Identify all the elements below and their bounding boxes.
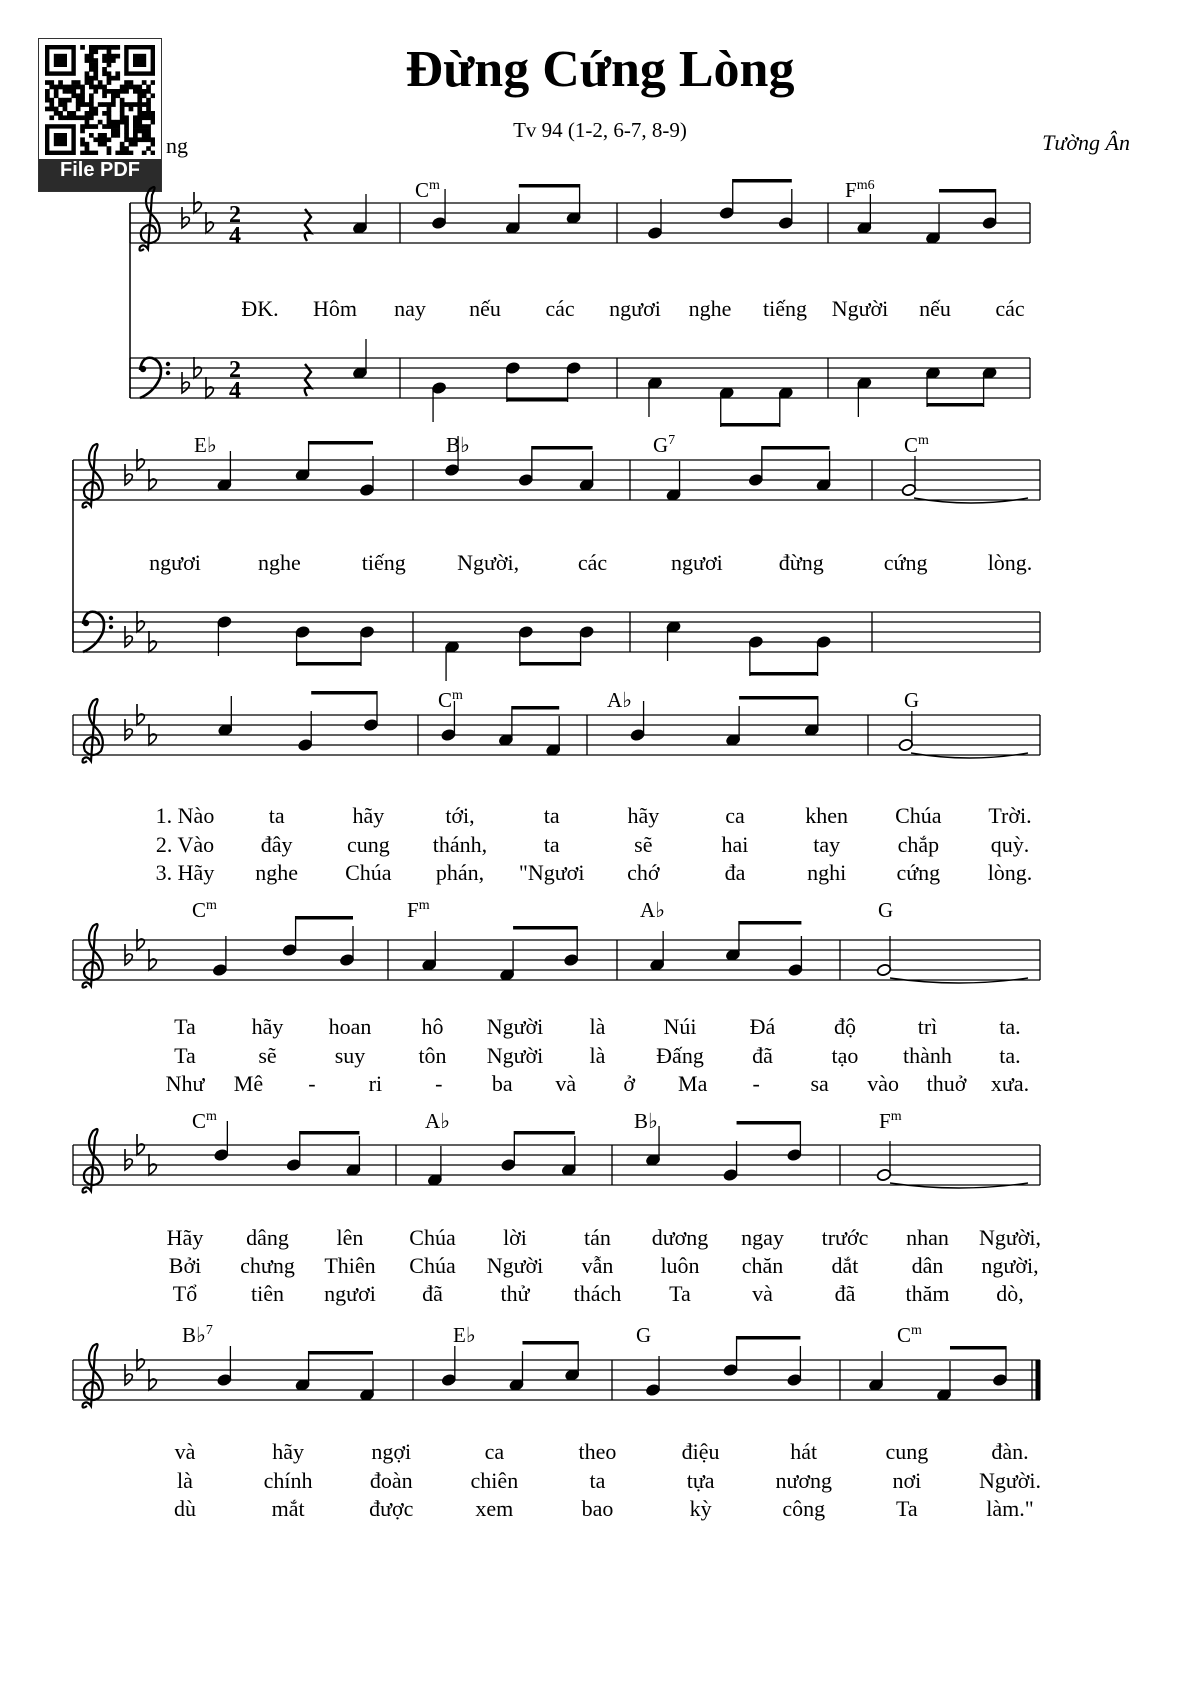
lyric-syllable: đàn. — [991, 1439, 1029, 1464]
lyric-syllable: ta — [268, 803, 285, 828]
lyric-syllable: cung — [885, 1439, 929, 1464]
lyric-syllable: - — [435, 1071, 443, 1096]
bass-clef-dot — [140, 366, 146, 372]
chord-symbol: G — [904, 688, 920, 712]
lyric-syllable: xem — [475, 1496, 514, 1521]
lyric-syllable: Núi — [663, 1014, 697, 1039]
lyric-syllable: - — [308, 1071, 316, 1096]
note-beam — [296, 916, 353, 920]
lyric-syllable: dâng — [246, 1225, 289, 1250]
lyric-syllable: trì — [917, 1014, 938, 1039]
lyric-syllable: - — [752, 1071, 760, 1096]
quarter-rest — [305, 209, 311, 241]
lyric-syllable: quỳ. — [990, 832, 1030, 857]
lyric-syllable: Đấng — [656, 1043, 704, 1068]
flat-sign — [125, 719, 132, 740]
lyric-syllable: lòng. — [987, 860, 1033, 885]
lyric-syllable: chưng — [240, 1253, 295, 1278]
time-signature-bottom: 4 — [229, 378, 241, 404]
lyric-syllable: tán — [584, 1225, 611, 1250]
lyric-syllable: Ta — [174, 1014, 196, 1039]
chord-symbol: $C^m$ — [192, 1109, 217, 1133]
quarter-rest — [305, 364, 311, 396]
chord-symbol: $F^{m6}$ — [845, 178, 875, 202]
note-beam — [519, 184, 580, 188]
chord-symbol: $C^m$ — [904, 433, 929, 457]
lyric-syllable: sẽ — [258, 1043, 277, 1068]
lyric-syllable: tạo — [831, 1043, 859, 1068]
lyric-syllable: hãy — [627, 803, 660, 828]
lyric-syllable: Người — [486, 1043, 544, 1068]
lyric-syllable: Hãy — [166, 1225, 204, 1250]
lyric-syllable: các — [545, 296, 575, 321]
note-beam — [311, 691, 377, 695]
lyric-syllable: dò, — [996, 1281, 1024, 1306]
flat-sign — [125, 1149, 132, 1170]
lyric-syllable: luôn — [660, 1253, 700, 1278]
lyric-syllable: chớ — [627, 860, 660, 885]
time-signature-top: 2 — [229, 202, 241, 228]
lyric-syllable: thành — [903, 1043, 952, 1068]
lyric-syllable: chiên — [470, 1468, 519, 1493]
note-beam — [762, 446, 830, 450]
lyric-syllable: hát — [790, 1439, 818, 1464]
lyric-syllable: đã — [834, 1281, 856, 1306]
lyric-syllable: thách — [573, 1281, 622, 1306]
lyric-syllable: đa — [724, 860, 746, 885]
lyric-syllable: theo — [578, 1439, 617, 1464]
lyric-syllable: 3. Hãy — [155, 860, 215, 885]
treble-clef — [83, 1344, 103, 1408]
lyric-syllable: ca — [484, 1439, 505, 1464]
lyric-syllable: ngươi — [324, 1281, 376, 1306]
flat-sign — [125, 944, 132, 965]
note-beam — [927, 403, 984, 407]
lyric-syllable: "Ngươi — [518, 860, 585, 885]
flat-sign — [125, 626, 132, 647]
note-beam — [739, 696, 818, 700]
bass-clef-dot — [109, 616, 113, 620]
lyric-syllable: thuở — [926, 1071, 967, 1096]
lyric-syllable: Ta — [669, 1281, 691, 1306]
chord-symbol: B♭ — [446, 433, 470, 457]
treble-clef — [140, 187, 160, 251]
lyric-syllable: làm." — [986, 1496, 1034, 1521]
lyric-syllable: ngay — [741, 1225, 784, 1250]
lyric-syllable: 2. Vào — [155, 832, 215, 857]
lyric-syllable: sa — [810, 1071, 829, 1096]
chord-symbol: $C^m$ — [415, 178, 440, 202]
treble-clef — [83, 444, 103, 508]
lyric-syllable: Người, — [457, 550, 520, 575]
lyric-syllable: các — [995, 296, 1025, 321]
lyric-syllable: phán, — [435, 860, 485, 885]
time-signature-top: 2 — [229, 357, 241, 383]
lyric-syllable: ta. — [999, 1014, 1021, 1039]
note-beam — [939, 189, 996, 193]
lyric-syllable: ngợi — [371, 1439, 412, 1464]
lyric-syllable: Đá — [749, 1014, 776, 1039]
lyric-syllable: nghe — [257, 550, 301, 575]
note-beam — [507, 398, 568, 402]
lyric-syllable: đoàn — [369, 1468, 413, 1493]
chord-symbol: B♭ — [634, 1109, 658, 1133]
lyric-syllable: dương — [651, 1225, 709, 1250]
lyric-syllable: vào — [867, 1071, 899, 1096]
treble-clef — [83, 924, 103, 988]
lyric-syllable: là — [177, 1468, 193, 1493]
lyric-syllable: Bởi — [168, 1253, 202, 1278]
lyric-syllable: xưa. — [990, 1071, 1030, 1096]
lyric-syllable: ngươi — [609, 296, 661, 321]
note-beam — [297, 662, 361, 666]
lyric-syllable: điệu — [681, 1439, 720, 1464]
note-beam — [737, 1336, 801, 1340]
lyric-syllable: tiếng — [361, 550, 406, 575]
lyric-syllable: là — [589, 1043, 606, 1068]
flat-sign — [125, 464, 132, 485]
lyric-syllable: đã — [422, 1281, 443, 1306]
bass-clef-dot — [83, 620, 89, 626]
chord-symbol: A♭ — [640, 898, 666, 922]
lyric-syllable: dù — [174, 1496, 196, 1521]
clipped-text: ng — [166, 133, 188, 158]
qr-label: File PDF — [39, 159, 161, 191]
lyric-syllable: dắt — [831, 1253, 859, 1278]
lyric-syllable: tay — [813, 832, 841, 857]
lyric-syllable: nghe — [688, 296, 732, 321]
lyric-syllable: Chúa — [409, 1225, 456, 1250]
lyric-syllable: ba — [491, 1071, 513, 1096]
lyric-syllable: Người — [486, 1253, 544, 1278]
lyric-syllable: là — [589, 1014, 606, 1039]
flat-sign — [182, 372, 189, 393]
note-beam — [309, 1351, 373, 1355]
lyric-syllable: công — [782, 1496, 826, 1521]
lyric-syllable: thánh, — [432, 832, 488, 857]
lyric-syllable: ta — [589, 1468, 606, 1493]
lyric-syllable: lòng. — [987, 550, 1033, 575]
lyric-syllable: tới, — [445, 803, 475, 828]
lyric-syllable: Chúa — [409, 1253, 456, 1278]
lyric-syllable: cứng — [883, 550, 928, 575]
note-beam — [733, 179, 792, 183]
flat-sign — [182, 207, 189, 228]
chord-symbol: $G^7$ — [653, 433, 676, 457]
note-beam — [300, 1131, 360, 1135]
note-beam — [512, 706, 559, 710]
lyric-syllable: lời — [503, 1225, 527, 1250]
lyric-syllable: sẽ — [634, 832, 653, 857]
chord-symbol: E♭ — [194, 433, 217, 457]
lyric-syllable: và — [752, 1281, 773, 1306]
lyric-syllable: đây — [260, 832, 293, 857]
lyric-syllable: tiếng — [763, 296, 807, 321]
lyric-syllable: người, — [981, 1253, 1039, 1278]
lyric-syllable: nghe — [255, 860, 299, 885]
lyric-syllable: tiên — [251, 1281, 284, 1306]
lyric-syllable: Ma — [678, 1071, 708, 1096]
lyric-syllable: đừng — [778, 550, 824, 575]
note-beam — [950, 1346, 1006, 1350]
lyric-syllable: Chúa — [345, 860, 392, 885]
lyric-syllable: Người — [486, 1014, 544, 1039]
lyric-syllable: và — [174, 1439, 196, 1464]
note-beam — [739, 921, 801, 925]
lyric-syllable: trước — [821, 1225, 869, 1250]
lyric-syllable: Thiên — [324, 1253, 376, 1278]
lyric-syllable: cứng — [896, 860, 941, 885]
song-title: Đừng Cứng Lòng — [405, 41, 795, 98]
lyric-syllable: chính — [263, 1468, 313, 1493]
lyric-syllable: Ta — [896, 1496, 918, 1521]
lyric-syllable: bao — [581, 1496, 614, 1521]
note-beam — [514, 1131, 574, 1135]
note-beam — [520, 662, 581, 666]
lyric-syllable: nơi — [892, 1468, 922, 1493]
lyric-syllable: hoan — [328, 1014, 372, 1039]
lyric-syllable: kỳ — [689, 1496, 712, 1521]
lyric-syllable: hãy — [251, 1014, 284, 1039]
chord-symbol: E♭ — [453, 1323, 476, 1347]
lyric-syllable: ở — [623, 1071, 636, 1096]
lyric-syllable: Người, — [978, 1225, 1042, 1250]
lyric-syllable: ta — [543, 803, 560, 828]
chord-symbol: $C^m$ — [192, 898, 217, 922]
bass-clef-dot — [166, 362, 170, 366]
bass-clef-dot — [166, 371, 170, 375]
lyric-syllable: hãy — [272, 1439, 305, 1464]
lyric-syllable: Chúa — [895, 803, 942, 828]
lyric-syllable: nay — [394, 296, 426, 321]
chord-symbol: $C^m$ — [897, 1323, 922, 1347]
composer-name: Tường Ân — [1042, 130, 1130, 155]
lyric-syllable: Hôm — [313, 296, 357, 321]
lyric-syllable: hai — [721, 832, 749, 857]
lyric-syllable: Người. — [978, 1468, 1042, 1493]
note-beam — [737, 1121, 801, 1125]
chord-symbol: $F^m$ — [879, 1109, 902, 1133]
lyric-syllable: ta — [543, 832, 560, 857]
lyric-syllable: nhan — [906, 1225, 949, 1250]
lyric-syllable: Tổ — [172, 1281, 198, 1306]
lyric-syllable: hô — [421, 1014, 444, 1039]
treble-clef — [83, 699, 103, 763]
lyric-syllable: thăm — [905, 1281, 950, 1306]
lyric-syllable: nếu — [919, 296, 951, 321]
lyric-syllable: mắt — [271, 1496, 305, 1521]
lyric-syllable: ta. — [999, 1043, 1021, 1068]
lyric-syllable: ngươi — [149, 550, 201, 575]
chord-symbol: G — [636, 1323, 652, 1347]
chord-symbol: A♭ — [607, 688, 633, 712]
lyric-syllable: Ta — [174, 1043, 196, 1068]
lyric-syllable: thử — [500, 1281, 530, 1306]
time-signature-bottom: 4 — [229, 223, 241, 249]
note-beam — [721, 423, 780, 427]
lyric-syllable: 1. Nào — [155, 803, 215, 828]
flat-sign — [125, 1364, 132, 1385]
lyric-syllable: đã — [752, 1043, 773, 1068]
lyric-syllable: các — [577, 550, 608, 575]
lyric-syllable: dân — [911, 1253, 944, 1278]
lyric-syllable: Người — [831, 296, 889, 321]
lyric-syllable: khen — [805, 803, 849, 828]
lyric-syllable: ĐK. — [241, 296, 279, 321]
chord-symbol: G — [878, 898, 894, 922]
psalm-reference: Tv 94 (1-2, 6-7, 8-9) — [513, 118, 687, 142]
lyric-syllable: độ — [834, 1014, 856, 1039]
lyric-syllable: nghi — [807, 860, 847, 885]
lyric-syllable: chắp — [897, 832, 940, 857]
lyric-syllable: ri — [368, 1071, 383, 1096]
lyric-syllable: suy — [334, 1043, 366, 1068]
lyric-syllable: tựa — [686, 1468, 715, 1493]
chord-symbol: B♭$^7$ — [182, 1323, 213, 1347]
lyric-syllable: nương — [775, 1468, 833, 1493]
lyric-syllable: chăn — [741, 1253, 784, 1278]
note-beam — [522, 1341, 578, 1345]
chord-symbol: $F^m$ — [407, 898, 430, 922]
note-beam — [750, 672, 818, 676]
lyric-syllable: và — [555, 1071, 577, 1096]
chord-symbol: A♭ — [425, 1109, 451, 1133]
lyric-syllable: nếu — [469, 296, 501, 321]
lyric-syllable: ngươi — [671, 550, 723, 575]
note-beam — [532, 446, 593, 450]
lyric-syllable: vẫn — [581, 1253, 614, 1278]
lyric-syllable: ca — [725, 803, 745, 828]
lyric-syllable: cung — [346, 832, 390, 857]
lyric-syllable: hãy — [352, 803, 385, 828]
lyric-syllable: Như — [165, 1071, 205, 1096]
treble-clef — [83, 1129, 103, 1193]
lyric-syllable: lên — [336, 1225, 364, 1250]
bass-clef-dot — [109, 625, 113, 629]
lyric-syllable: tôn — [418, 1043, 447, 1068]
chord-symbol: $C^m$ — [438, 688, 463, 712]
note-beam — [513, 926, 577, 930]
lyric-syllable: Trời. — [988, 803, 1032, 828]
note-beam — [309, 441, 373, 445]
lyric-syllable: Mê — [233, 1071, 264, 1096]
lyric-syllable: được — [369, 1496, 414, 1521]
